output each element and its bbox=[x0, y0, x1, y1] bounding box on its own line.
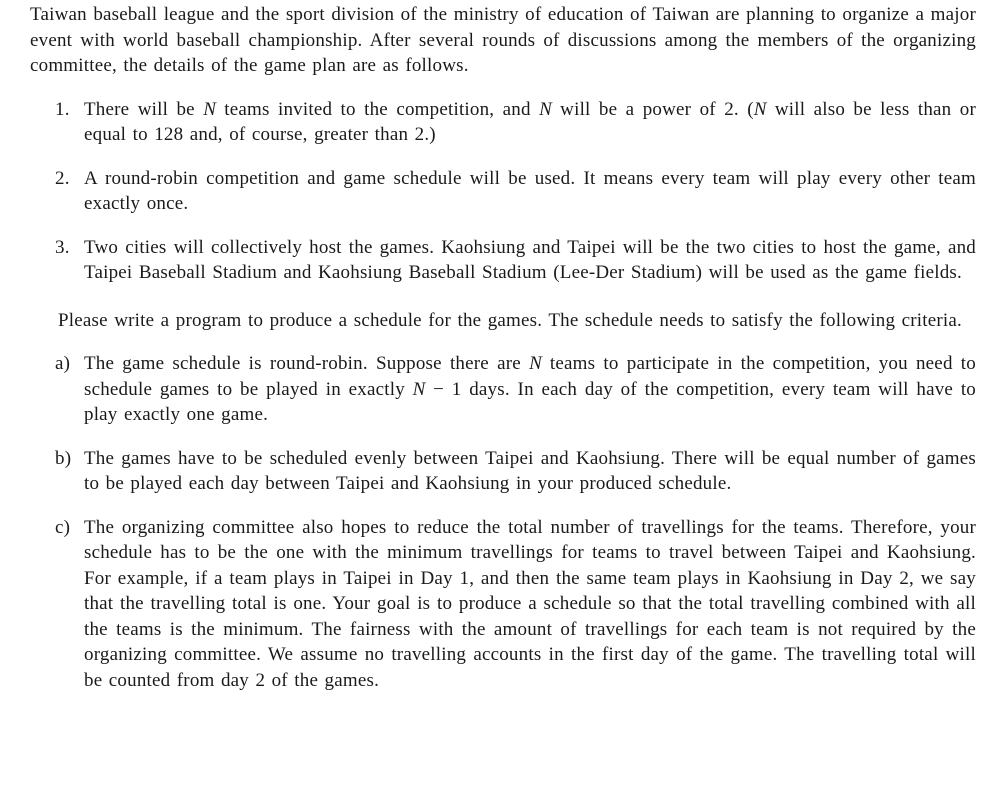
intro-paragraph bbox=[30, 2, 976, 79]
list-item-text bbox=[84, 97, 976, 148]
text-run: will be a power of 2. ( bbox=[551, 98, 754, 120]
text-run: The games have to be scheduled evenly between Taipei and Kaohsiung. There will be equal number of games to be played each day between Taipei and Kaohsiung in your produced schedule. bbox=[84, 447, 976, 494]
text-run: Please write a program to produce a schedule for the games. The schedule needs to satisfy the following criteria. bbox=[58, 309, 962, 331]
list-item bbox=[55, 515, 976, 694]
list-marker: 3. bbox=[55, 236, 70, 258]
list-marker: a) bbox=[55, 353, 71, 374]
list-item bbox=[55, 97, 976, 148]
math-variable: N bbox=[753, 98, 767, 120]
instruction-paragraph bbox=[30, 308, 976, 334]
lettered-list bbox=[30, 351, 976, 693]
math-variable: N bbox=[412, 378, 426, 400]
list-item-text bbox=[84, 166, 976, 217]
list-item-text bbox=[84, 446, 976, 497]
text-run: The game schedule is round-robin. Suppose there are bbox=[84, 353, 530, 374]
text-run: teams invited to the competition, and bbox=[215, 98, 540, 120]
list-marker: 1. bbox=[55, 98, 70, 120]
list-item-text bbox=[84, 515, 976, 694]
list-marker: 2. bbox=[55, 167, 70, 189]
math-variable: N bbox=[529, 353, 542, 374]
math-variable: N bbox=[203, 98, 216, 120]
math-variable: N bbox=[539, 98, 552, 120]
list-item bbox=[55, 235, 976, 286]
text-run: The organizing committee also hopes to reduce the total number of travellings for the teams. Therefore, your schedule has to be the one with the minimum travellings for teams to travel between Taipei and Kaohsiung. For example, if a team plays in Taipei in Day 1, and then the same team plays in Kaohsiung in Day 2, we say that the travelling total is one. Your goal is to produce a schedule so that the total travelling combined with all the teams is the minimum. The fairness with the amount of travellings for each team is not required by the organizing committee. We assume no travelling accounts in the first day of the game. The travelling total will be counted from day 2 of the games. bbox=[84, 516, 976, 691]
text-run: Two cities will collectively host the games. Kaohsiung and Taipei will be the two cities to host the game, and Taipei Baseball Stadium and Kaohsiung Baseball Stadium (Lee-Der Stadium) will be used as the game fields. bbox=[84, 236, 976, 283]
text-run: There will be bbox=[84, 98, 204, 120]
text-run: − 1 days. In each day of the competition, every team will have to play exactly one game. bbox=[84, 378, 976, 425]
numbered-list bbox=[30, 97, 976, 286]
list-item bbox=[55, 166, 976, 217]
text-run: teams to participate in the competition, you need to schedule games to be played in exactly bbox=[84, 353, 976, 400]
text-run: Taiwan baseball league and the sport division of the ministry of education of Taiwan are planning to organize a major event with world baseball championship. After several rounds of discussions among the members of the organizing committee, the details of the game plan are as follows. bbox=[30, 4, 976, 76]
list-item bbox=[55, 446, 976, 497]
list-item bbox=[55, 351, 976, 428]
list-item-text bbox=[84, 235, 976, 286]
text-run: A round-robin competition and game schedule will be used. It means every team will play every other team exactly once. bbox=[84, 167, 976, 214]
list-item-text bbox=[84, 351, 976, 428]
list-marker: b) bbox=[55, 447, 72, 469]
list-marker: c) bbox=[55, 516, 71, 538]
text-run: will also be less than or equal to 128 and, of course, greater than 2.) bbox=[84, 98, 976, 145]
